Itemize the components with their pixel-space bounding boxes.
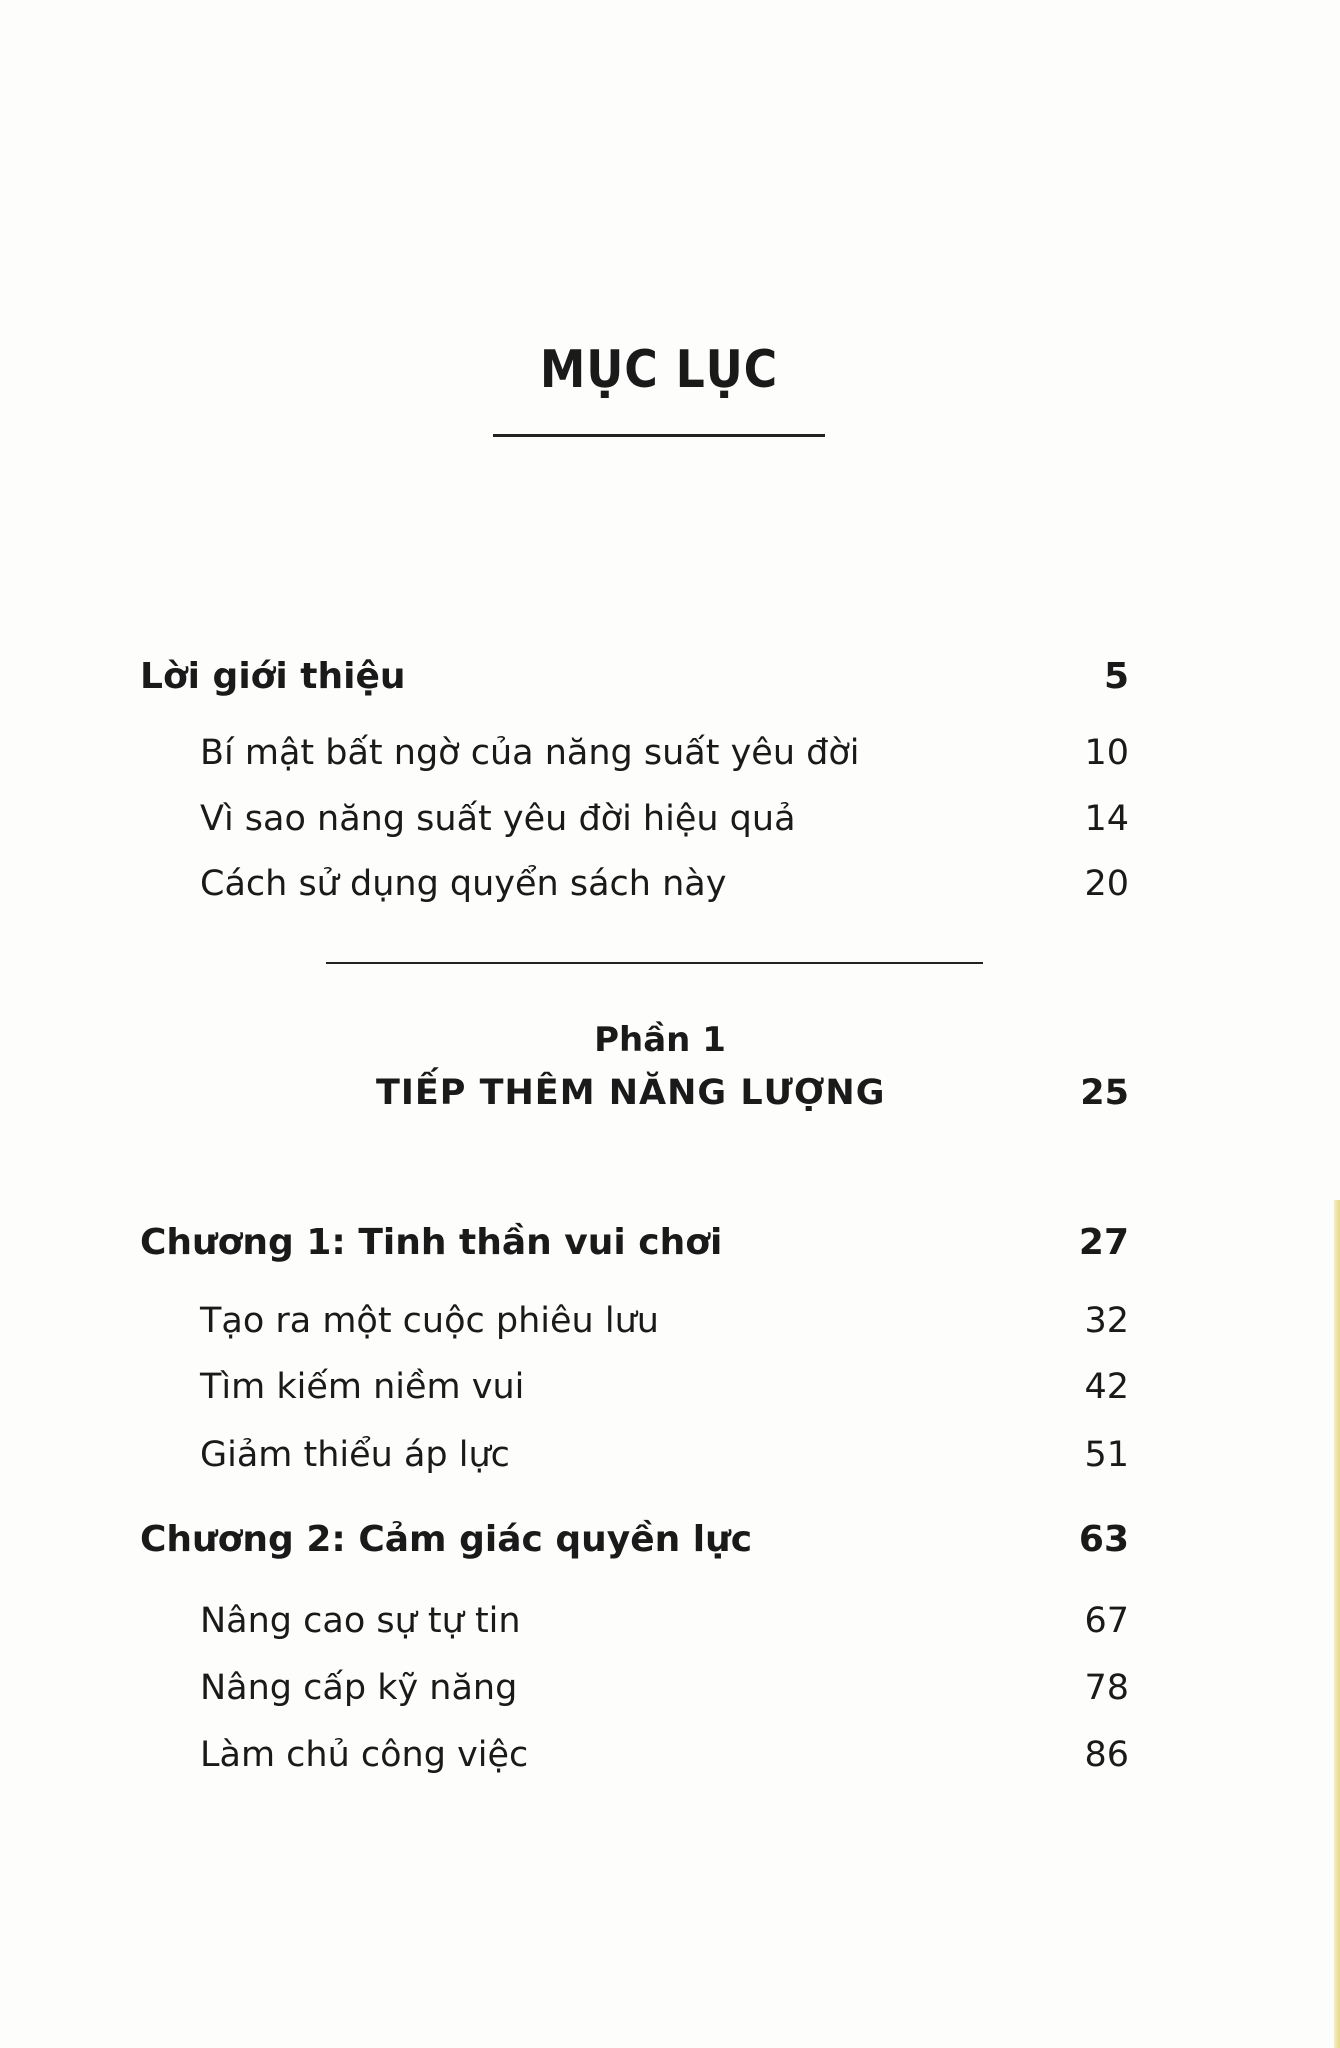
entry-page: 63 bbox=[1078, 1519, 1129, 1560]
entry-page: 27 bbox=[1078, 1222, 1129, 1263]
part-title[interactable]: TIẾP THÊM NĂNG LƯỢNG bbox=[376, 1073, 886, 1113]
entry-page: 78 bbox=[1084, 1668, 1129, 1708]
entry-label: Tạo ra một cuộc phiêu lưu bbox=[200, 1301, 659, 1341]
entry-page: 5 bbox=[1103, 656, 1129, 697]
toc-entry-intro[interactable] bbox=[0, 656, 1340, 706]
toc-entry[interactable] bbox=[0, 1301, 1340, 1351]
entry-label: Chương 2: Cảm giác quyền lực bbox=[140, 1519, 753, 1560]
toc-entry[interactable] bbox=[0, 733, 1340, 783]
entry-label: Lời giới thiệu bbox=[140, 656, 406, 697]
entry-label: Nâng cấp kỹ năng bbox=[200, 1668, 518, 1708]
entry-page: 10 bbox=[1084, 733, 1129, 773]
toc-entry[interactable] bbox=[0, 1435, 1340, 1485]
part-page: 25 bbox=[1080, 1073, 1129, 1113]
entry-page: 20 bbox=[1084, 864, 1129, 904]
page-title: MỤC LỤC bbox=[539, 340, 779, 400]
entry-label: Giảm thiểu áp lực bbox=[200, 1435, 510, 1475]
title-underline bbox=[493, 434, 825, 437]
entry-page: 51 bbox=[1084, 1435, 1129, 1475]
toc-entry[interactable] bbox=[0, 864, 1340, 914]
toc-entry-chapter-1[interactable] bbox=[0, 1222, 1340, 1272]
entry-label: Vì sao năng suất yêu đời hiệu quả bbox=[200, 799, 796, 839]
entry-label: Chương 1: Tinh thần vui chơi bbox=[140, 1222, 723, 1263]
entry-page: 42 bbox=[1084, 1367, 1129, 1407]
part-label: Phần 1 bbox=[594, 1020, 726, 1060]
entry-page: 67 bbox=[1084, 1601, 1129, 1641]
toc-entry[interactable] bbox=[0, 1735, 1340, 1785]
entry-label: Làm chủ công việc bbox=[200, 1735, 529, 1775]
entry-page: 14 bbox=[1084, 799, 1129, 839]
toc-entry-chapter-2[interactable] bbox=[0, 1519, 1340, 1569]
toc-entry[interactable] bbox=[0, 1601, 1340, 1651]
toc-entry[interactable] bbox=[0, 1367, 1340, 1417]
toc-entry[interactable] bbox=[0, 799, 1340, 849]
entry-label: Tìm kiếm niềm vui bbox=[200, 1367, 525, 1407]
entry-page: 32 bbox=[1084, 1301, 1129, 1341]
entry-page: 86 bbox=[1084, 1735, 1129, 1775]
entry-label: Cách sử dụng quyển sách này bbox=[200, 864, 727, 904]
section-divider bbox=[326, 962, 983, 964]
entry-label: Bí mật bất ngờ của năng suất yêu đời bbox=[200, 733, 860, 773]
entry-label: Nâng cao sự tự tin bbox=[200, 1601, 521, 1641]
toc-entry[interactable] bbox=[0, 1668, 1340, 1718]
